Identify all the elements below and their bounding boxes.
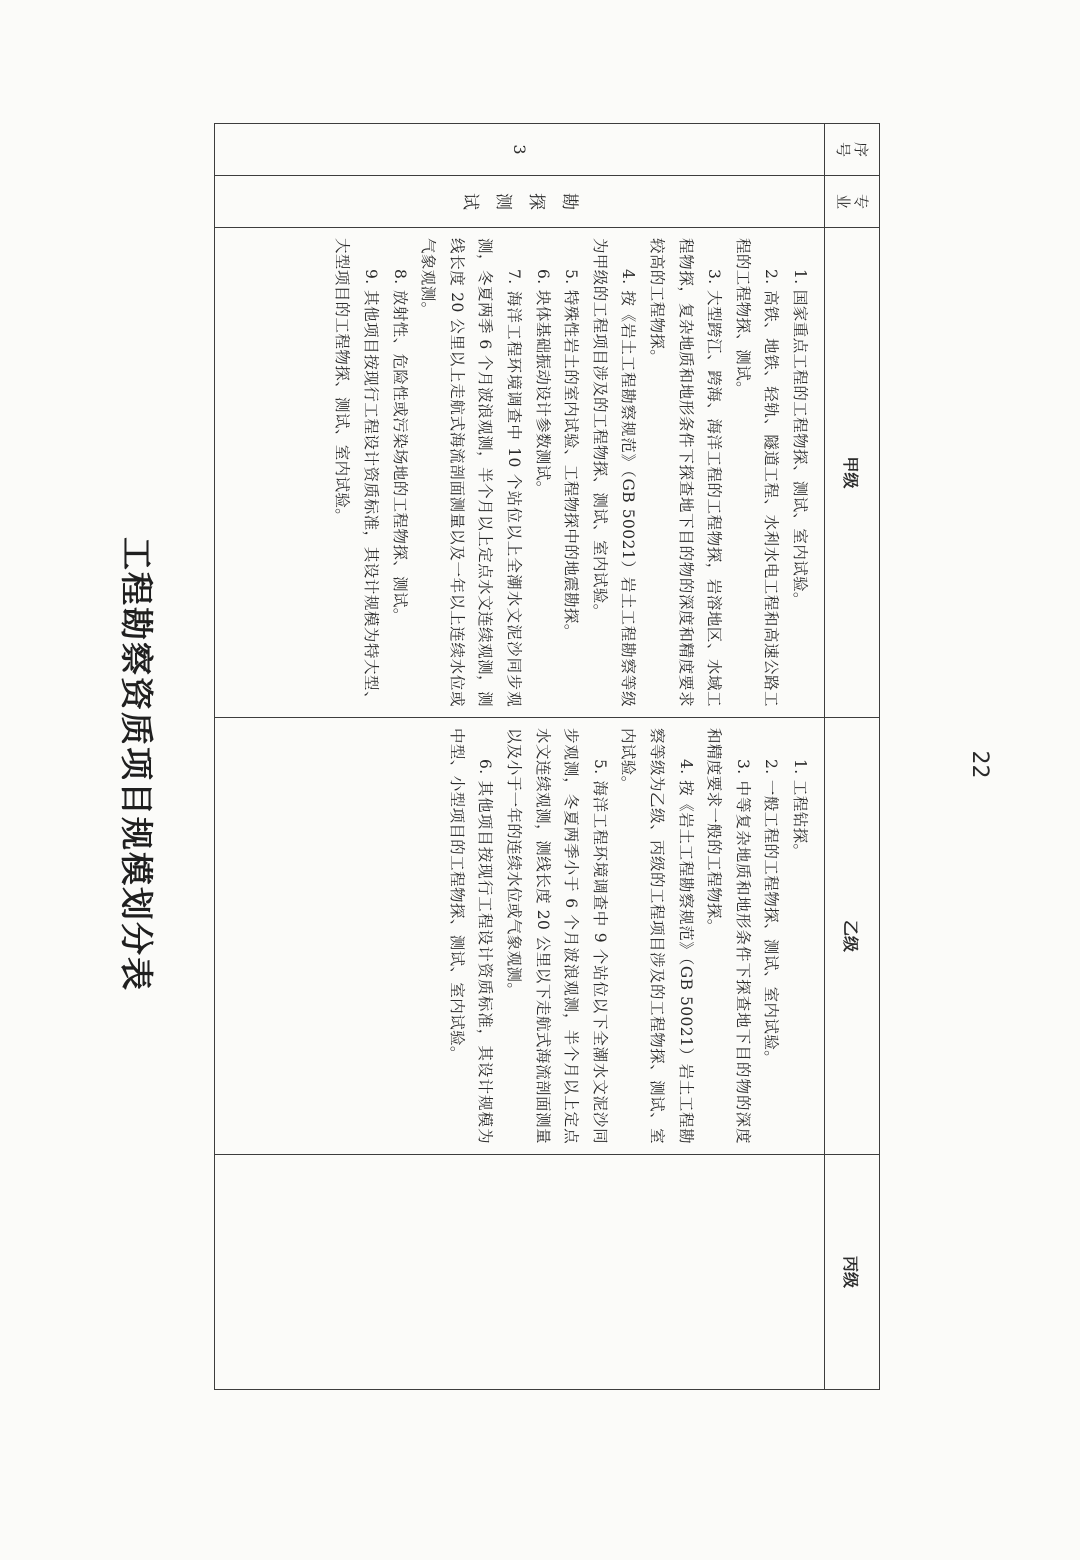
table-row [215,124,825,1390]
major-char-2: 探 [526,193,547,210]
header-major [825,176,880,228]
major-cell [215,176,825,228]
header-row [825,124,880,1390]
page-title: 工程勘察资质项目规模划分表 [117,537,156,992]
grade-b-item: 4. 按《岩土工程勘察规范》（GB 50021）岩土工程勘察等级为乙级、丙级的工程项目涉及的工程物探、测试、室内试验。 [619,728,695,1144]
header-grade-b: 乙级 [825,718,880,1155]
grade-a-item: 3. 大型跨江、跨海、海洋工程的工程物探，岩溶地区、水域工程物探，复杂地质和地形条件下探查地下目的物的深度和精度要求较高的工程物探。 [648,238,724,707]
header-serial-char-1: 序 [852,141,870,157]
major-char-3: 测 [493,193,514,210]
grade-b-item: 2. 一般工程的工程物探、测试、室内试验。 [762,759,781,1067]
grade-a-item: 1. 国家重点工程的工程物探、测试、室内试验。 [791,269,809,608]
header-grade-a: 甲级 [825,228,880,718]
header-grade-c: 丙级 [825,1155,880,1390]
header-serial-char-2: 号 [834,141,852,157]
grade-b-item: 5. 海洋工程环境调查中 9 个站位以下全潮水文泥沙同步观测，冬夏两季小于 6 个月波浪观测，半个月以上定点水文连续观测，测线长度 20 公里以下走航式海流剖面测量以及小于一年的连续水位或气象观测。 [505,728,609,1144]
grade-b-cell [215,718,825,1155]
grade-a-item: 5. 特殊性岩土的室内试验、工程物探中的地震勘探。 [562,269,581,640]
major-char-1: 勘 [559,193,580,210]
major-char-4: 试 [460,193,481,210]
header-major-char-2: 业 [834,193,852,209]
scale-classification-table [214,123,880,1390]
serial-cell: 3 [215,124,825,176]
page-number: 22 [967,750,992,779]
grade-b-item: 6. 其他项目按现行工程设计资质标准，其设计规模为中型、小型项目的工程物探、测试、室内试验。 [447,728,495,1144]
header-major-char-1: 专 [852,193,870,209]
grade-c-cell [215,1155,825,1390]
grade-a-item: 2. 高铁、地铁、轻轨、隧道工程、水利水电工程和高速公路工程的工程物探、测试。 [733,238,781,707]
grade-b-item: 1. 工程钻探。 [791,759,809,860]
header-serial [825,124,880,176]
grade-b-item: 3. 中等复杂地质和地形条件下探查地下目的物的深度和精度要求一般的工程物探。 [705,728,752,1144]
grade-a-item: 4. 按《岩土工程勘察规范》（GB 50021）岩土工程勘察等级为甲级的工程项目涉及的工程物探、测试、室内试验。 [590,238,638,707]
grade-a-item: 9. 其他项目按现行工程设计资质标准，其设计规模为特大型、大型项目的工程物探、测试、室内试验。 [333,238,381,707]
grade-a-item: 8. 放射性、危险性或污染场地的工程物探、测试。 [390,269,409,624]
grade-a-cell [215,228,825,718]
grade-a-item: 7. 海洋工程环境调查中 10 个站位以上全潮水文泥沙同步观测，冬夏两季 6 个月波浪观测，半个月以上定点水文连续观测，测线长度 20 公里以上走航式海流剖面测量以及一年以上连续水位或气象观测。 [419,238,524,707]
grade-a-item: 6. 块体基础振动设计参数测试。 [533,269,552,497]
